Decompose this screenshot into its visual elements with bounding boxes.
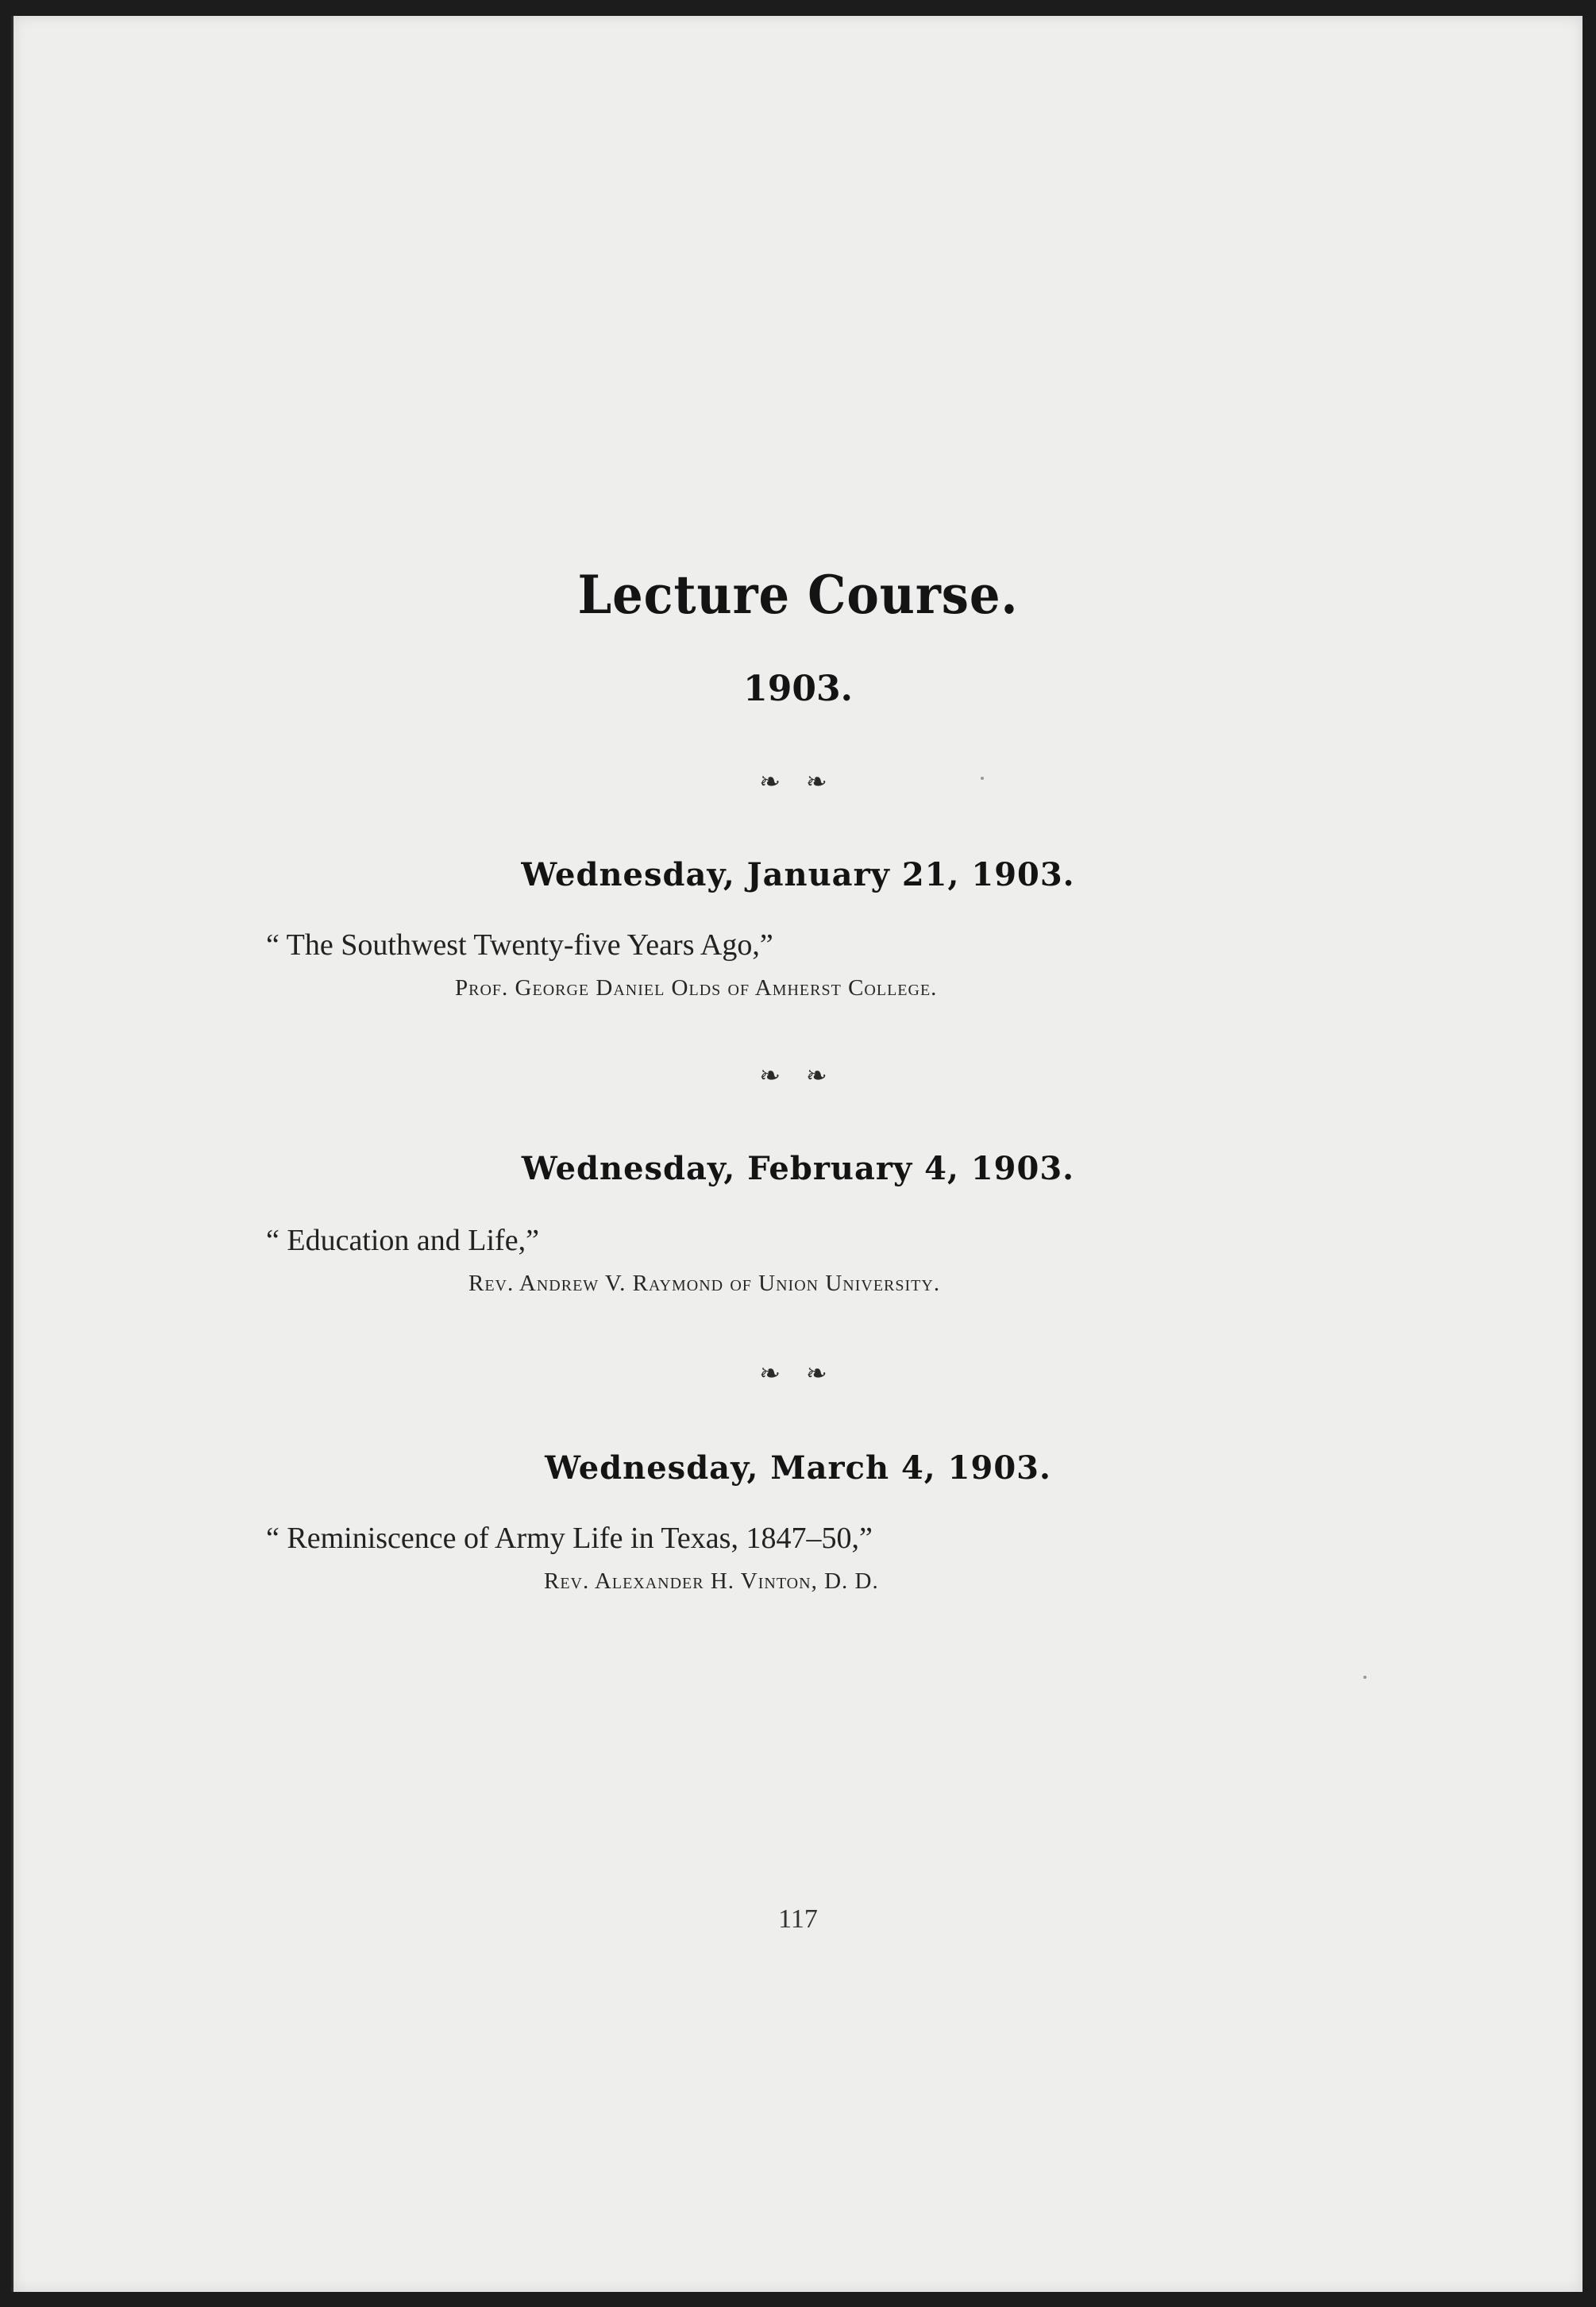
document-page xyxy=(11,16,1583,2292)
page-number: 117 xyxy=(778,1904,818,1934)
lecture-date: Wednesday, March 4, 1903. xyxy=(545,1449,1051,1487)
lecture-speaker: Prof. George Daniel Olds of Amherst College. xyxy=(455,975,938,1001)
ornament-divider: ❧ ❧ xyxy=(759,1359,837,1387)
lecture-speaker: Rev. Alexander H. Vinton, D. D. xyxy=(544,1568,879,1594)
lecture-speaker: Rev. Andrew V. Raymond of Union University. xyxy=(468,1271,941,1296)
lecture-title: “ Reminiscence of Army Life in Texas, 1847–50,” xyxy=(266,1522,873,1555)
lecture-title: “ Education and Life,” xyxy=(266,1224,539,1257)
lecture-title: “ The Southwest Twenty-five Years Ago,” xyxy=(266,928,773,962)
page-title: Lecture Course. xyxy=(577,564,1019,626)
ornament-divider: ❧ ❧ xyxy=(759,1061,837,1090)
paper-speck xyxy=(1363,1676,1367,1679)
lecture-date: Wednesday, February 4, 1903. xyxy=(521,1150,1075,1187)
paper-speck xyxy=(981,777,984,780)
ornament-divider: ❧ ❧ xyxy=(759,767,837,796)
year-heading: 1903. xyxy=(743,669,853,709)
lecture-date: Wednesday, January 21, 1903. xyxy=(521,856,1075,893)
